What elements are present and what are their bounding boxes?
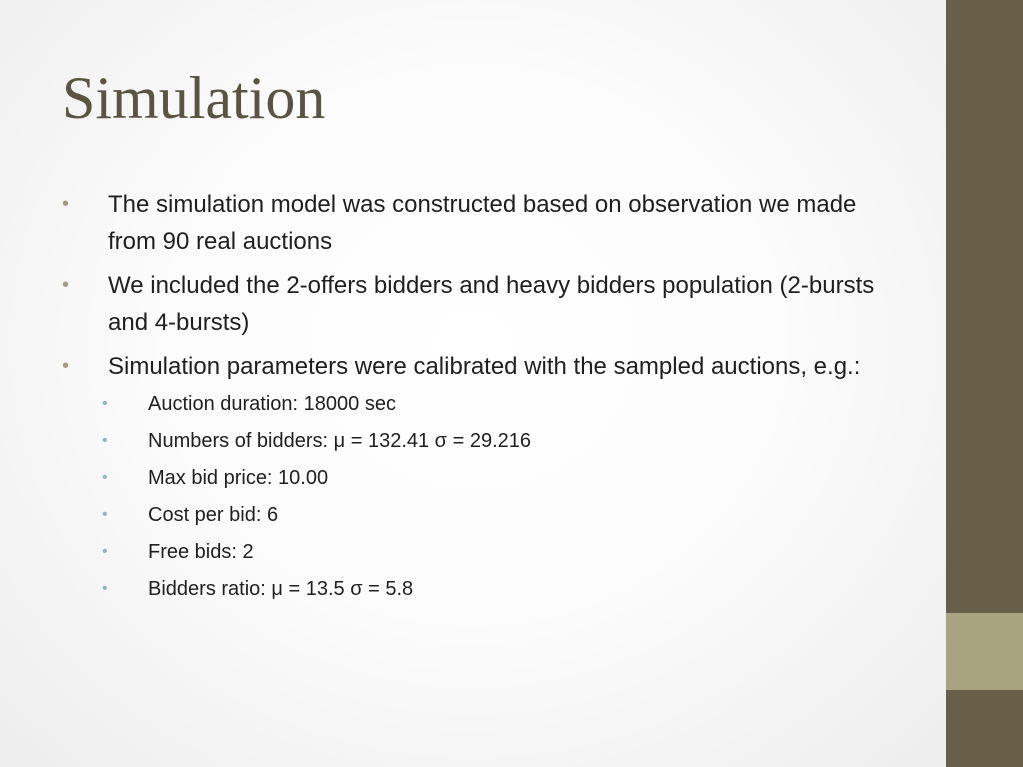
bullet-dot-icon: • [62,355,70,377]
sub-bullet-text: Numbers of bidders: μ = 132.41 σ = 29.216 [148,430,531,452]
sub-bullet-text: Free bids: 2 [148,541,254,563]
sub-bullet-text: Max bid price: 10.00 [148,467,329,489]
sub-bullet-text: Bidders ratio: μ = 13.5 σ = 5.8 [148,578,414,600]
bullet-text: We included the 2-offers bidders and heavy bidders population (2-bursts and 4-bursts) [108,272,875,336]
bullet-list [62,186,892,611]
sub-bullet-item [102,389,892,419]
sub-bullet-list [102,389,892,604]
bullet-item [62,348,892,604]
sub-bullet-text: Cost per bid: 6 [148,504,279,526]
decorative-sidebar-accent [946,613,1023,690]
bullet-dot-icon: • [62,193,70,215]
sub-bullet-text: Auction duration: 18000 sec [148,393,396,415]
sub-bullet-item [102,537,892,567]
sub-bullet-dot-icon: • [102,395,108,412]
sub-bullet-item [102,463,892,493]
bullet-dot-icon: • [62,274,70,296]
sub-bullet-dot-icon: • [102,580,108,597]
sub-bullet-item [102,574,892,604]
sub-bullet-item [102,500,892,530]
bullet-text: Simulation parameters were calibrated with the sampled auctions, e.g.: [108,353,861,380]
sub-bullet-dot-icon: • [102,506,108,523]
bullet-item [62,186,892,260]
sub-bullet-dot-icon: • [102,469,108,486]
slide-title: Simulation [62,65,326,131]
sub-bullet-item [102,426,892,456]
bullet-text: The simulation model was constructed based on observation we made from 90 real auctions [108,191,857,255]
sub-bullet-dot-icon: • [102,543,108,560]
sub-bullet-dot-icon: • [102,432,108,449]
bullet-item [62,267,892,341]
